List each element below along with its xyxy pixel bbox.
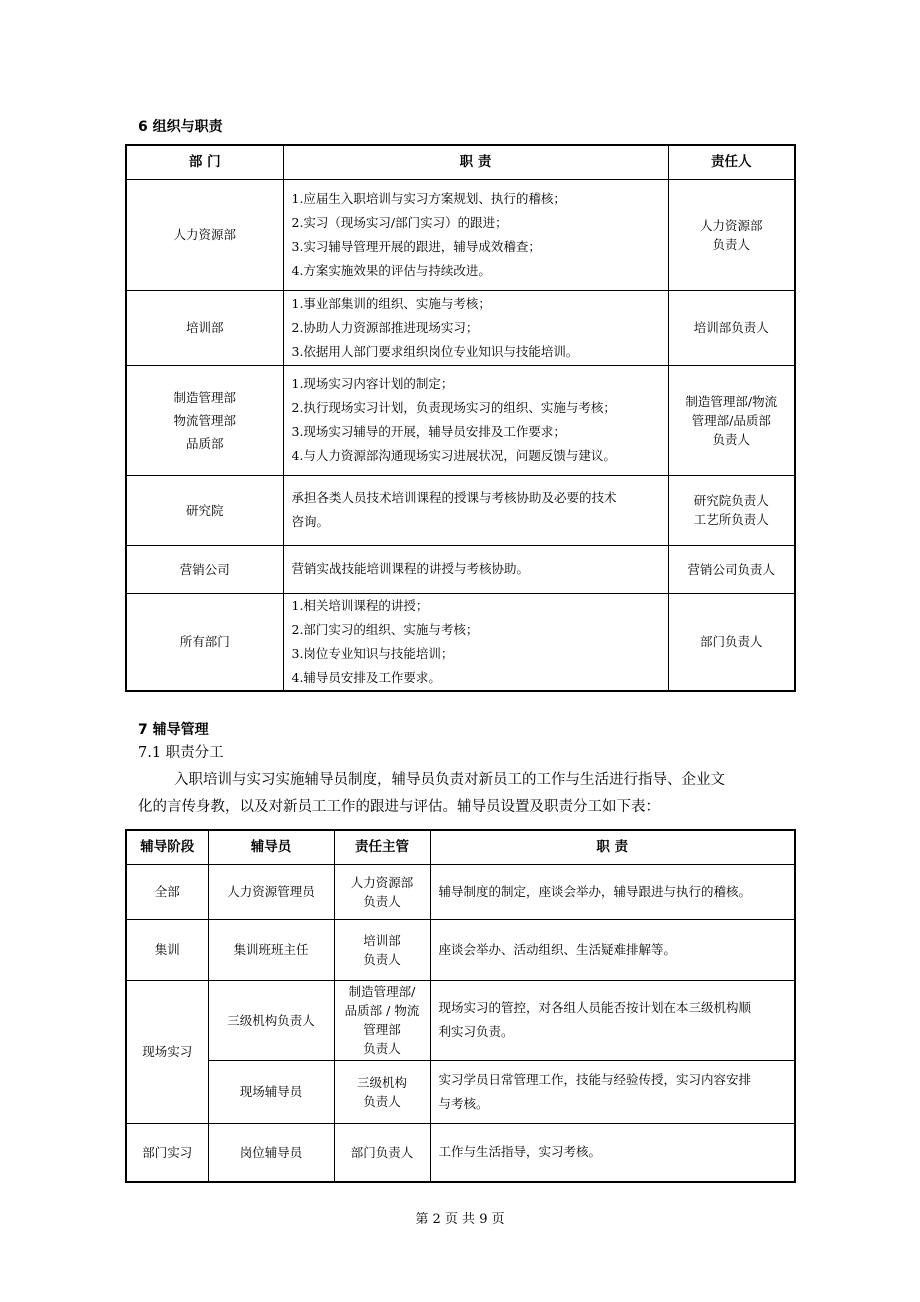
dept-cell: 所有部门 xyxy=(126,593,283,691)
paragraph-line-2: 化的言传身教，以及对新员工工作的跟进与评估。辅导员设置及职责分工如下表： xyxy=(138,799,660,815)
duties-cell: 承担各类人员技术培训课程的授课与考核协助及必要的技术 咨询。 xyxy=(283,475,668,545)
stage-cell: 全部 xyxy=(126,864,208,919)
owner-cell: 部门负责人 xyxy=(668,593,795,691)
table-row xyxy=(126,365,795,475)
owner-cell: 培训部负责人 xyxy=(668,290,795,365)
supervisor-cell: 制造管理部/ 品质部 / 物流 管理部 负责人 xyxy=(334,980,430,1060)
owner-cell: 制造管理部/物流 管理部/品质部 负责人 xyxy=(668,365,795,475)
org-responsibility-table xyxy=(125,144,796,692)
supervisor-cell: 三级机构 负责人 xyxy=(334,1060,430,1123)
duties-cell: 1.相关培训课程的讲授； 2.部门实习的组织、实施与考核； 3.岗位专业知识与技能培训； 4.辅导员安排及工作要求。 xyxy=(283,593,668,691)
header-coach: 辅导员 xyxy=(208,830,334,864)
table-row xyxy=(126,290,795,365)
dept-cell: 培训部 xyxy=(126,290,283,365)
owner-cell: 营销公司负责人 xyxy=(668,545,795,593)
stage-cell: 部门实习 xyxy=(126,1123,208,1182)
table-row xyxy=(126,593,795,691)
supervisor-cell: 部门负责人 xyxy=(334,1123,430,1182)
duty-cell: 工作与生活指导，实习考核。 xyxy=(430,1123,795,1182)
coach-cell: 人力资源管理员 xyxy=(208,864,334,919)
header-duty: 职 责 xyxy=(430,830,795,864)
subsection-title: 7.1 职责分工 xyxy=(138,745,224,761)
owner-cell: 研究院负责人 工艺所负责人 xyxy=(668,475,795,545)
header-duties: 职 责 xyxy=(283,145,668,179)
coach-cell: 集训班班主任 xyxy=(208,919,334,980)
header-owner: 责任人 xyxy=(668,145,795,179)
table-row xyxy=(126,1060,795,1123)
table-row xyxy=(126,475,795,545)
stage-cell: 集训 xyxy=(126,919,208,980)
duty-cell: 辅导制度的制定，座谈会举办，辅导跟进与执行的稽核。 xyxy=(430,864,795,919)
header-dept: 部 门 xyxy=(126,145,283,179)
duty-cell: 现场实习的管控，对各组人员能否按计划在本三级机构顺 利实习负责。 xyxy=(430,980,795,1060)
section7-heading: 7 辅导管理 xyxy=(138,722,209,738)
duties-cell: 1.事业部集训的组织、实施与考核； 2.协助人力资源部推进现场实习； 3.依据用人部门要求组织岗位专业知识与技能培训。 xyxy=(283,290,668,365)
table-row xyxy=(126,1123,795,1182)
dept-cell: 人力资源部 xyxy=(126,179,283,290)
dept-cell: 营销公司 xyxy=(126,545,283,593)
section6-heading: 6 组织与职责 xyxy=(138,119,223,135)
header-stage: 辅导阶段 xyxy=(126,830,208,864)
table-row xyxy=(126,545,795,593)
owner-cell: 人力资源部 负责人 xyxy=(668,179,795,290)
dept-cell: 研究院 xyxy=(126,475,283,545)
paragraph-line-1: 入职培训与实习实施辅导员制度，辅导员负责对新员工的工作与生活进行指导、企业文 xyxy=(174,772,725,788)
stage-cell: 现场实习 xyxy=(126,980,208,1123)
table-row xyxy=(126,864,795,919)
duties-cell: 1.现场实习内容计划的制定； 2.执行现场实习计划，负责现场实习的组织、实施与考核； 3.现场实习辅导的开展，辅导员安排及工作要求； 4.与人力资源部沟通现场实习进展状况，问题反馈与建议。 xyxy=(283,365,668,475)
dept-cell: 制造管理部 物流管理部 品质部 xyxy=(126,365,283,475)
page-footer: 第 2 页 共 9 页 xyxy=(415,1212,505,1227)
duty-cell: 实习学员日常管理工作，技能与经验传授，实习内容安排 与考核。 xyxy=(430,1060,795,1123)
duty-cell: 座谈会举办、活动组织、生活疑难排解等。 xyxy=(430,919,795,980)
coach-cell: 现场辅导员 xyxy=(208,1060,334,1123)
coach-cell: 三级机构负责人 xyxy=(208,980,334,1060)
coach-assignment-table xyxy=(125,829,796,1183)
table-header-row xyxy=(126,145,795,179)
duties-cell: 1.应届生入职培训与实习方案规划、执行的稽核； 2.实习（现场实习/部门实习）的跟进； 3.实习辅导管理开展的跟进，辅导成效稽查； 4.方案实施效果的评估与持续改进。 xyxy=(283,179,668,290)
coach-cell: 岗位辅导员 xyxy=(208,1123,334,1182)
table-row xyxy=(126,980,795,1060)
header-supervisor: 责任主管 xyxy=(334,830,430,864)
table-row xyxy=(126,179,795,290)
supervisor-cell: 人力资源部 负责人 xyxy=(334,864,430,919)
supervisor-cell: 培训部 负责人 xyxy=(334,919,430,980)
duties-cell: 营销实战技能培训课程的讲授与考核协助。 xyxy=(283,545,668,593)
table-header-row xyxy=(126,830,795,864)
table-row xyxy=(126,919,795,980)
